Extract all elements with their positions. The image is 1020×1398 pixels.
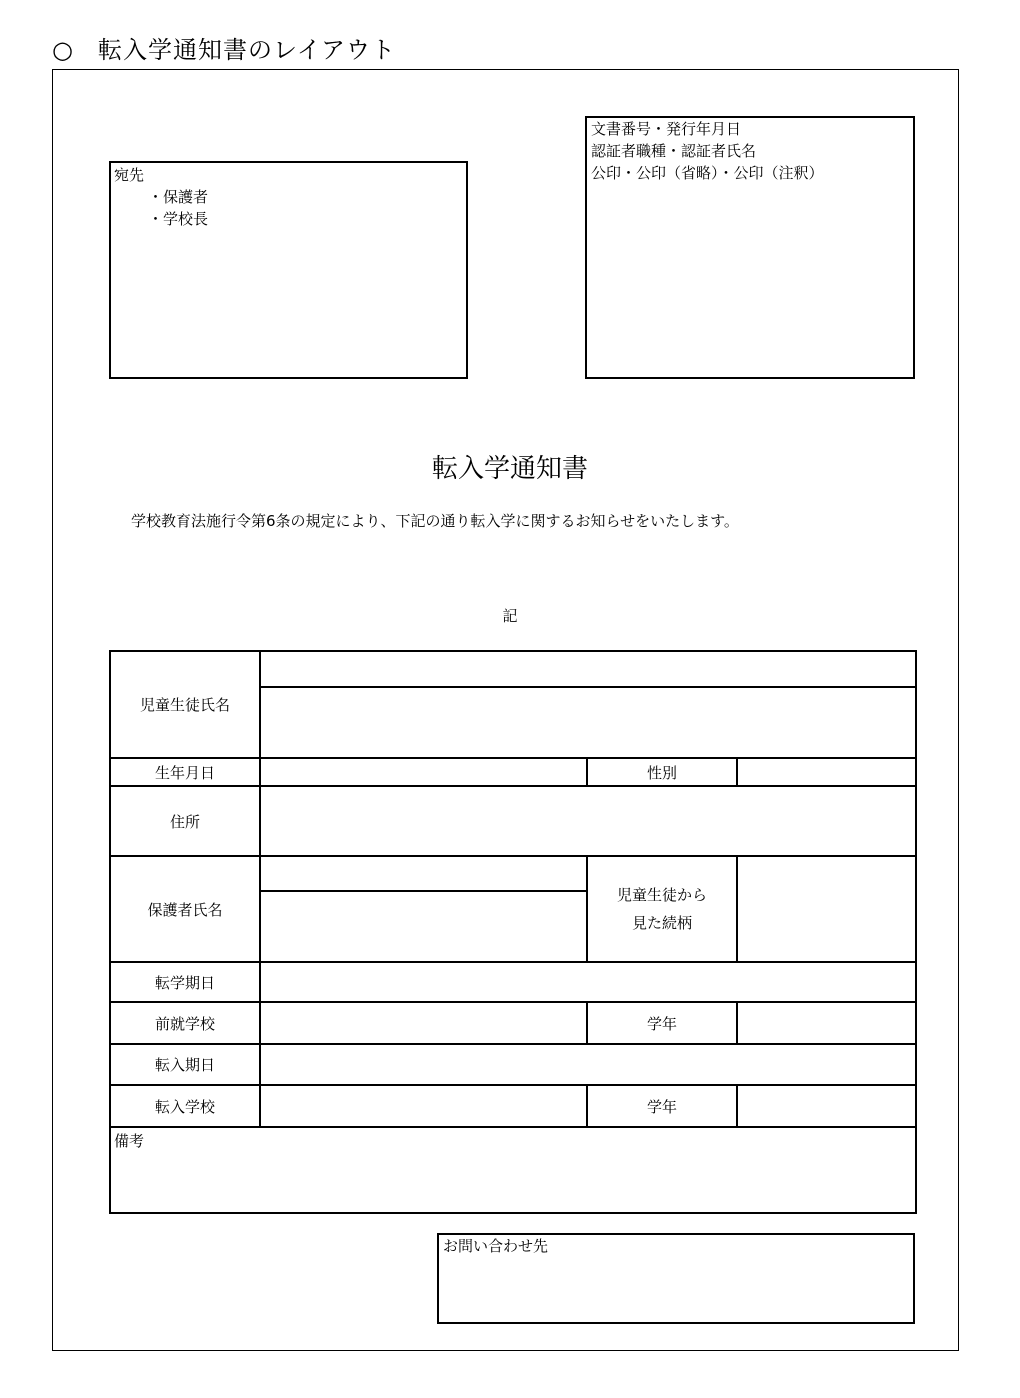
issuer-line-certifier: 認証者職種・認証者氏名 <box>591 142 757 160</box>
label-address: 住所 <box>110 786 260 856</box>
label-relation <box>587 856 737 962</box>
transfer-out-date-field[interactable] <box>260 962 916 1002</box>
contact-box <box>437 1233 915 1324</box>
label-gender: 性別 <box>587 758 737 786</box>
label-previous-school: 前就学校 <box>110 1002 260 1044</box>
label-transfer-in-date: 転入期日 <box>110 1044 260 1085</box>
remarks-field[interactable] <box>110 1127 916 1213</box>
document-title: 転入学通知書 <box>431 454 588 484</box>
circle-marker-icon: ○ <box>52 36 74 64</box>
issuer-box <box>585 116 915 379</box>
intro-text: 学校教育法施行令第6条の規定により、下記の通り転入学に関するお知らせをいたします。 <box>131 512 739 530</box>
label-student-name: 児童生徒氏名 <box>110 651 260 758</box>
previous-school-field[interactable] <box>260 1002 587 1044</box>
birth-date-field[interactable] <box>260 758 587 786</box>
label-transfer-school: 転入学校 <box>110 1085 260 1127</box>
issuer-line-document-number: 文書番号・発行年月日 <box>591 120 742 138</box>
page-heading <box>52 30 396 65</box>
address-field[interactable] <box>260 786 916 856</box>
label-birth-date: 生年月日 <box>110 758 260 786</box>
address-title: 宛先 <box>114 166 145 184</box>
address-item-guardian: ・保護者 <box>148 188 209 206</box>
address-box <box>109 161 468 379</box>
label-grade-previous: 学年 <box>587 1002 737 1044</box>
ki-label: 記 <box>502 607 518 625</box>
guardian-name-kana-field[interactable] <box>260 856 587 891</box>
label-transfer-out-date: 転学期日 <box>110 962 260 1002</box>
notification-form-table <box>109 650 917 1214</box>
relation-line-1: 児童生徒から <box>616 886 707 904</box>
contact-label: お問い合わせ先 <box>443 1237 549 1255</box>
address-item-principal: ・学校長 <box>148 210 209 228</box>
guardian-name-field[interactable] <box>260 891 587 962</box>
issuer-line-seal: 公印・公印（省略）・公印（注釈） <box>591 164 824 182</box>
student-name-kana-field[interactable] <box>260 651 916 687</box>
student-name-field[interactable] <box>260 687 916 758</box>
gender-field[interactable] <box>737 758 916 786</box>
transfer-in-date-field[interactable] <box>260 1044 916 1085</box>
heading-text: 転入学通知書のレイアウト <box>97 36 397 64</box>
label-grade-new: 学年 <box>587 1085 737 1127</box>
relation-line-2: 見た続柄 <box>631 914 692 932</box>
grade-new-field[interactable] <box>737 1085 916 1127</box>
transfer-school-field[interactable] <box>260 1085 587 1127</box>
label-remarks: 備考 <box>114 1132 145 1150</box>
relation-field[interactable] <box>737 856 916 962</box>
label-guardian-name: 保護者氏名 <box>110 856 260 962</box>
grade-previous-field[interactable] <box>737 1002 916 1044</box>
